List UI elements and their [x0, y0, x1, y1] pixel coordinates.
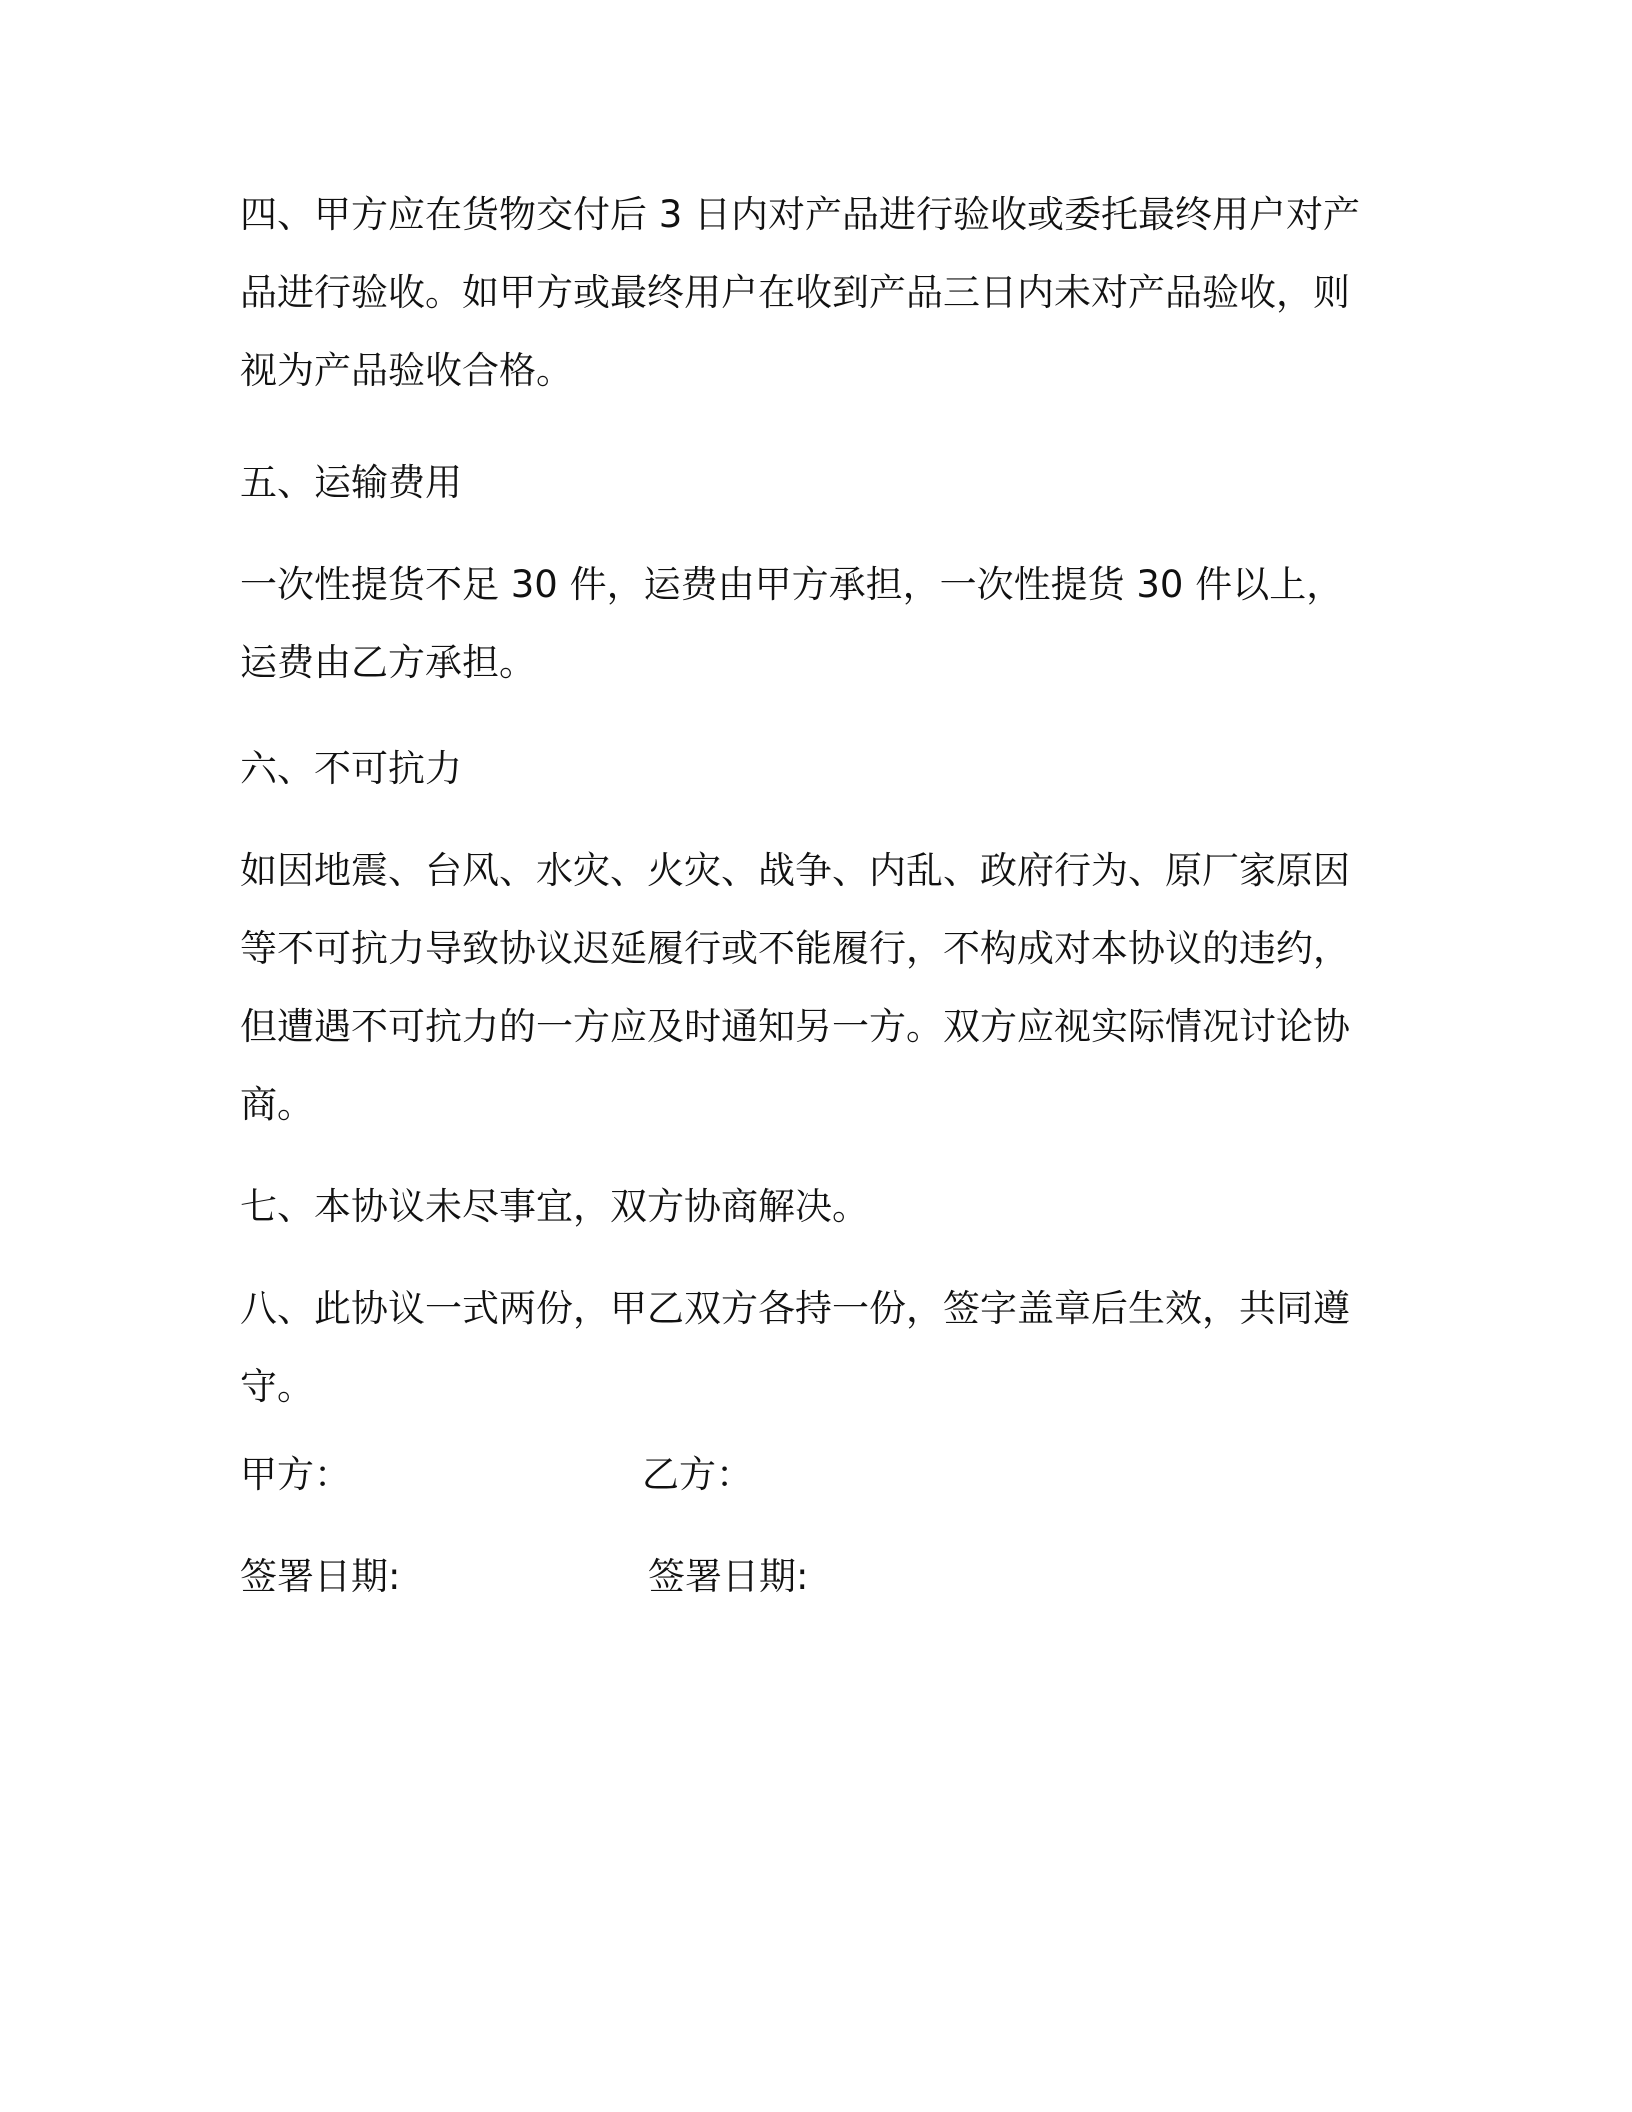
clause-force-majeure: 如因地震、台风、水灾、火灾、战争、内乱、政府行为、原厂家原因等不可抗力导致协议迟延履行或不能履行，不构成对本协议的违约，但遭遇不可抗力的一方应及时通知另一方。双方应视实际情况讨论协商。 [240, 849, 1350, 1126]
party-b-date-label: 签署日期: [648, 1555, 809, 1598]
heading-transport-costs: 五、运输费用 [240, 461, 462, 504]
clause-unresolved-matters: 七、本协议未尽事宜，双方协商解决。 [240, 1185, 869, 1228]
party-b-label: 乙方： [642, 1453, 753, 1496]
party-a-date-label: 签署日期: [240, 1555, 401, 1598]
clause-transport-costs: 一次性提货不足 30 件，运费由甲方承担，一次性提货 30 件以上，运费由乙方承担。 [240, 563, 1344, 684]
clause-copies-effective: 八、此协议一式两份，甲乙双方各持一份，签字盖章后生效，共同遵守。 [240, 1287, 1350, 1408]
party-a-label: 甲方： [240, 1453, 351, 1496]
heading-force-majeure: 六、不可抗力 [240, 747, 462, 790]
clause-acceptance: 四、甲方应在货物交付后 3 日内对产品进行验收或委托最终用户对产品进行验收。如甲方或最终用户在收到产品三日内未对产品验收，则视为产品验收合格。 [240, 193, 1361, 392]
